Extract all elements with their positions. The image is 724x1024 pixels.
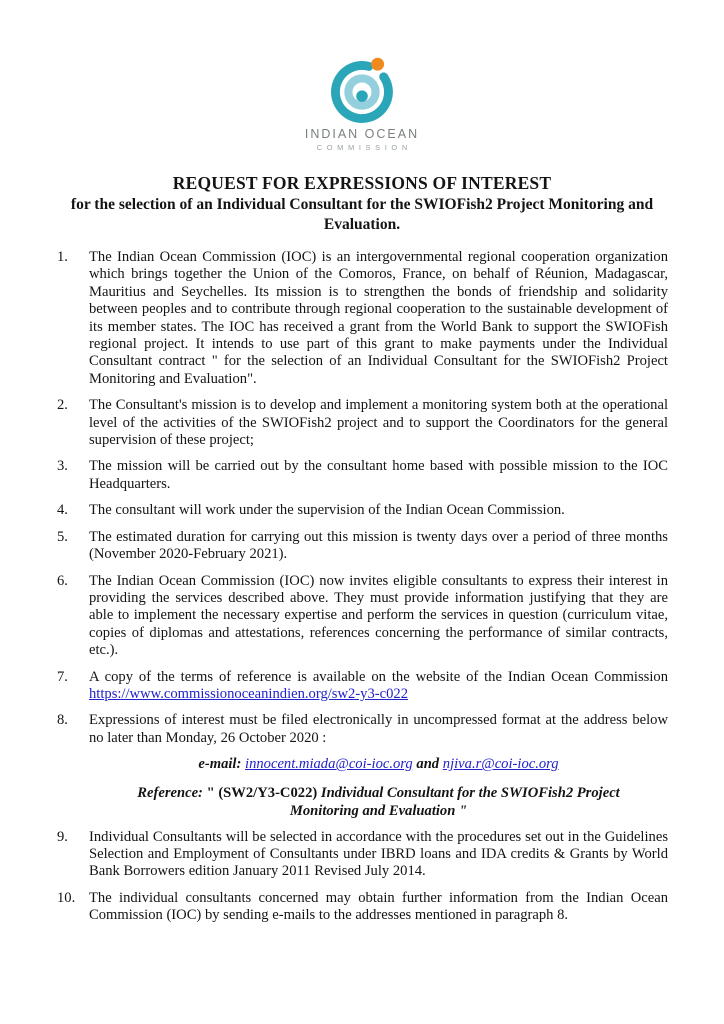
paragraph-3 bbox=[57, 458, 668, 493]
paragraph-6 bbox=[57, 573, 668, 660]
paragraph-8-body: Expressions of interest must be filed electronically in uncompressed format at the address below no later than Monday, 26 October 2020 : bbox=[89, 712, 668, 746]
paragraph-9-text: Individual Consultants will be selected in accordance with the procedures set out in the Guidelines Selection and Employment of Consultants under IBRD loans and IDA credits & Grants by World Bank Borrowers edition January 2011 Revised July 2014. bbox=[89, 828, 668, 880]
paragraph-5-number: 5. bbox=[57, 528, 68, 545]
email-line bbox=[89, 756, 668, 773]
document-title: REQUEST FOR EXPRESSIONS OF INTEREST bbox=[172, 173, 552, 193]
email-prefix-label: e-mail: bbox=[198, 756, 242, 773]
paragraph-7-text bbox=[89, 669, 668, 704]
paragraph-7-number: 7. bbox=[57, 668, 68, 685]
paragraph-list bbox=[57, 249, 668, 925]
terms-of-reference-link[interactable]: https://www.commissionoceanindien.org/sw2-y3-c022 bbox=[89, 685, 408, 702]
paragraph-10-number: 10. bbox=[57, 889, 76, 906]
reference-line bbox=[103, 784, 654, 820]
email-link-innocent[interactable]: innocent.miada@coi-ioc.org bbox=[245, 756, 413, 773]
paragraph-3-text: The mission will be carried out by the consultant home based with possible mission to the IOC Headquarters. bbox=[89, 458, 668, 492]
reference-title: Individual Consultant for the SWIOFish2 Project Monitoring and Evaluation " bbox=[289, 784, 620, 819]
reference-code: " (SW2/Y3-C022) bbox=[206, 784, 318, 801]
paragraph-8 bbox=[57, 712, 668, 819]
paragraph-5 bbox=[57, 529, 668, 564]
paragraph-6-text: The Indian Ocean Commission (IOC) now invites eligible consultants to express their interest in providing the services described above. They must provide information justifying that they are able to implement the necessary expertise and perform the services in question (curriculum vitae, copies of diplomas and attestations, references concerning the performance of similar contracts, etc.). bbox=[89, 572, 668, 659]
ioc-logo bbox=[0, 56, 724, 152]
ioc-logo-swirl-icon bbox=[328, 56, 396, 124]
paragraph-1-text: The Indian Ocean Commission (IOC) is an intergovernmental regional cooperation organization which brings together the Union of the Comoros, France, on behalf of Réunion, Madagascar, Mauritius and Seychelles. Its mission is to strengthen the bonds of friendship and solidarity between peoples and to contribute through regional cooperation to the sustainable development of its member states. The IOC has received a grant from the World Bank to support the SWIOFish regional project. It intends to use part of this grant to make payments under the Individual Consultant contract " for the selection of an Individual Consultant for the SWIOFish2 Project Monitoring and Evaluation". bbox=[89, 249, 668, 387]
email-connector-label: and bbox=[416, 756, 440, 773]
paragraph-4-number: 4. bbox=[57, 502, 68, 519]
paragraph-10-text: The individual consultants concerned may obtain further information from the Indian Ocean Commission (IOC) by sending e-mails to the addresses mentioned in paragraph 8. bbox=[89, 889, 668, 924]
logo-text-indian-ocean: INDIAN OCEAN bbox=[304, 127, 420, 141]
logo-center-dot bbox=[356, 90, 368, 102]
paragraph-7 bbox=[57, 669, 668, 704]
email-link-njiva[interactable]: njiva.r@coi-ioc.org bbox=[442, 756, 559, 773]
paragraph-8-text bbox=[89, 712, 668, 819]
document-subtitle: for the selection of an Individual Consultant for the SWIOFish2 Project Monitoring and Evaluation. bbox=[70, 196, 654, 233]
paragraph-9-number: 9. bbox=[57, 828, 68, 845]
paragraph-9 bbox=[57, 829, 668, 881]
paragraph-2-number: 2. bbox=[57, 397, 68, 414]
paragraph-5-text: The estimated duration for carrying out this mission is twenty days over a period of three months (November 2020-February 2021). bbox=[89, 528, 668, 563]
paragraph-2 bbox=[57, 397, 668, 449]
paragraph-1-number: 1. bbox=[57, 249, 68, 265]
paragraph-6-number: 6. bbox=[57, 572, 68, 589]
paragraph-4-text: The consultant will work under the supervision of the Indian Ocean Commission. bbox=[89, 502, 565, 519]
paragraph-4 bbox=[57, 502, 668, 519]
paragraph-8-number: 8. bbox=[57, 712, 68, 729]
logo-orange-dot bbox=[371, 58, 384, 71]
reference-label: Reference: bbox=[137, 784, 203, 801]
paragraph-3-number: 3. bbox=[57, 458, 68, 475]
paragraph-10 bbox=[57, 890, 668, 925]
logo-text-commission: COMMISSION bbox=[316, 143, 412, 152]
paragraph-2-text: The Consultant's mission is to develop and implement a monitoring system both at the operational level of the activities of the SWIOFish2 project and to support the Coordinators for the general supervision of these project; bbox=[89, 397, 668, 449]
paragraph-1 bbox=[57, 249, 668, 388]
paragraph-7-body: A copy of the terms of reference is available on the website of the Indian Ocean Commission bbox=[89, 668, 668, 685]
